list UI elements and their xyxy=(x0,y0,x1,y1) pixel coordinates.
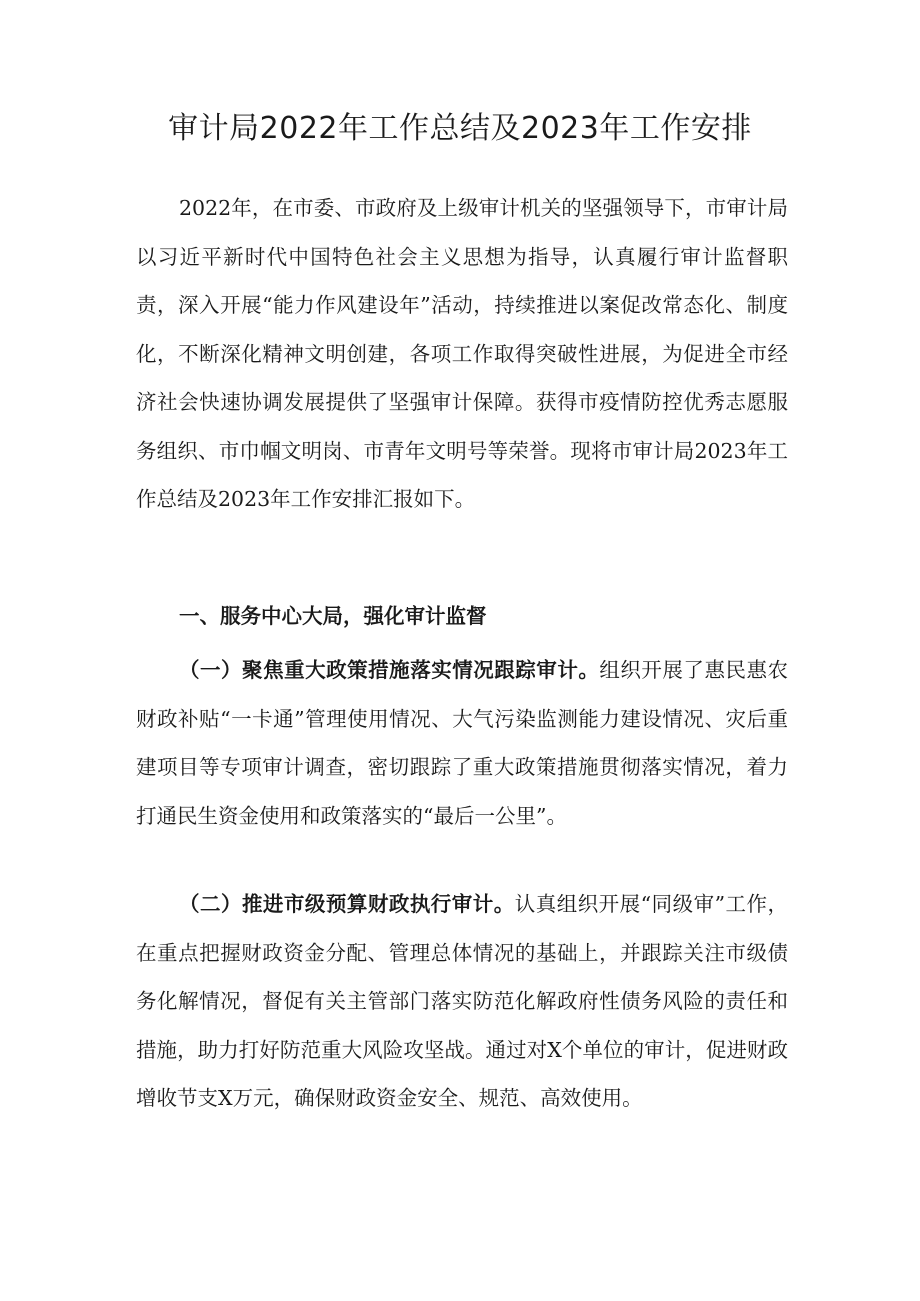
document-title: 审计局2022年工作总结及2023年工作安排 xyxy=(168,111,752,146)
item-1-text: 组织开展了惠民惠农财政补贴“一卡通”管理使用情况、大气污染监测能力建设情况、灾后重建项目等专项审计调查，密切跟踪了重大政策措施贯彻落实情况，着力打通民生资金使用和政策落实的“最后一公里”。 xyxy=(136,658,789,828)
item-2-lead: （二）推进市级预算财政执行审计。 xyxy=(179,892,515,916)
section-heading: 一、服务中心大局，强化审计监督 xyxy=(179,604,487,628)
intro-paragraph: 2022年，在市委、市政府及上级审计机关的坚强领导下，市审计局以习近平新时代中国特色社会主义思想为指导，认真履行审计监督职责，深入开展“能力作风建设年”活动，持续推进以案促改常态化、制度化，不断深化精神文明创建，各项工作取得突破性进展，为促进全市经济社会快速协调发展提供了坚强审计保障。获得市疫情防控优秀志愿服务组织、市巾帼文明岗、市青年文明号等荣誉。现将市审计局2023年工作总结及2023年工作安排汇报如下。 xyxy=(136,196,788,511)
item-1-lead: （一）聚焦重大政策措施落实情况跟踪审计。 xyxy=(179,658,600,682)
item-2-text: 认真组织开展“同级审”工作，在重点把握财政资金分配、管理总体情况的基础上，并跟踪关注市级债务化解情况，督促有关主管部门落实防范化解政府性债务风险的责任和措施，助力打好防范重大风险攻坚战。通过对X个单位的审计，促进财政增收节支X万元，确保财政资金安全、规范、高效使用。 xyxy=(136,892,788,1110)
item-1-paragraph xyxy=(136,646,788,840)
item-2-paragraph xyxy=(136,880,788,1123)
